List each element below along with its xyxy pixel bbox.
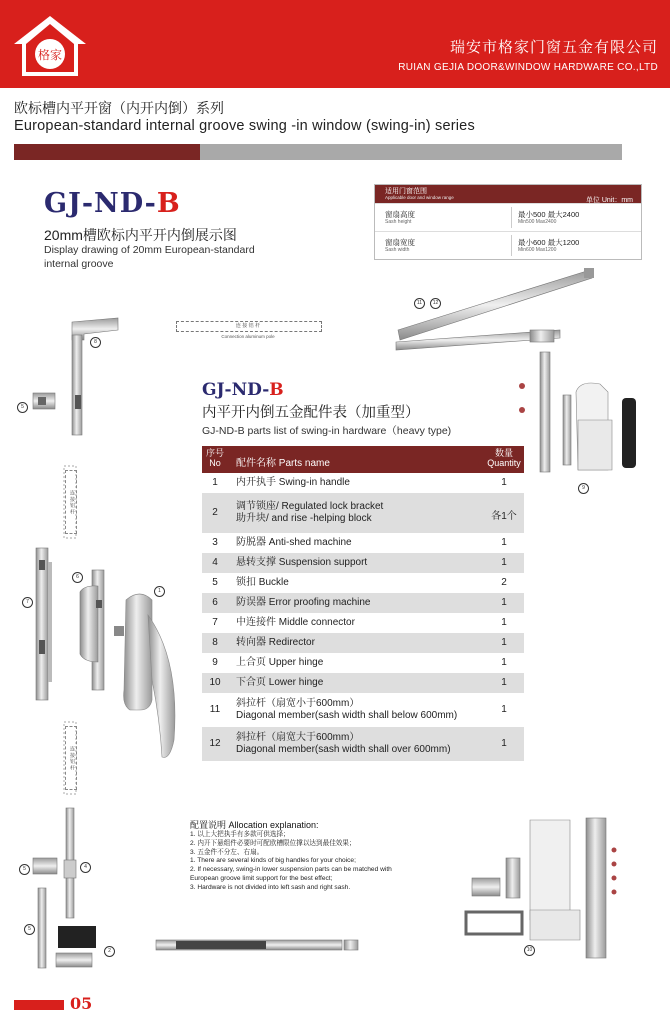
company-name-cn: 瑞安市格家门窗五金有限公司 [449,39,658,56]
suspension-support-illustration [33,808,96,968]
part-number: 4 [212,557,218,568]
part-name: 斜拉杆（扇宽小于600mm） Diagonal member(sash width shall below 600mm) [236,698,458,721]
parts-table-row [202,693,524,727]
part-name: 上合页 Upper hinge [236,657,324,668]
parts-table-row [202,493,524,533]
parts-table-row [202,653,524,673]
part-number: 5 [212,577,218,588]
allocation-line: 3. 五金件不分左、右扇。 [190,848,264,856]
part-name: 斜拉杆（扇宽大于600mm） Diagonal member(sash width shall over 600mm) [236,732,451,755]
series-title-en: European-standard internal groove swing -in window (swing-in) series [14,118,475,134]
connection-pole-label-cn: 连 接 铝 杆 [235,323,261,329]
callout-5: 5 [17,402,28,413]
part-quantity: 1 [501,704,507,715]
callout-11: 11 [414,298,425,309]
display-title-en: Display drawing of 20mm European-standard internal groove [44,244,255,270]
part-quantity: 各1个 [491,511,517,522]
part-name: 防脱器 Anti-shed machine [236,537,352,548]
parts-table-row [202,727,524,761]
parts-title-en: GJ-ND-B parts list of swing-in hardware（heavy type) [202,425,452,437]
callout-5-bottom: 5 [19,864,30,875]
part-number: 2 [212,507,218,518]
swing-in-handle-illustration [114,594,175,757]
allocation-line: 1. 以上大把执手有多款可供选择； [190,831,290,838]
parts-title-cn: 内平开内倒五金配件表（加重型） [202,405,420,421]
parts-table-header [202,446,524,473]
col-no-en: No [209,458,221,468]
callout-3: 5 [24,924,35,935]
part-number: 3 [212,537,218,548]
range-value-cn: 最小500 最大2400 [518,210,580,219]
connection-pole-vertical-label: 连 接 铝 杆 [65,726,77,790]
col-no-cn: 序号 [205,448,224,458]
connecting-rod-illustration [156,940,358,950]
range-title-en: Applicable door and window range [385,195,454,200]
range-value-en: Min600 Max1200 [518,247,557,253]
parts-table [202,446,524,761]
callout-12: 12 [430,298,441,309]
callout-6: 6 [72,572,83,583]
parts-table-row [202,473,524,493]
range-value-cn: 最小600 最大1200 [518,238,580,247]
allocation-title: 配置说明 Allocation explanation: [190,820,319,830]
parts-table-row [202,533,524,553]
range-value-en: Min500 Max2400 [518,219,557,225]
part-number: 6 [212,597,218,608]
part-quantity: 1 [501,557,507,568]
callout-2: 2 [104,946,115,957]
part-number: 1 [212,477,218,488]
footer-bar [14,1000,64,1010]
connection-pole-label-en: Connection aluminum pole [221,334,275,339]
allocation-explanation [190,818,460,893]
display-title-cn: 20mm槽欧标内平开内倒展示图 [44,227,237,243]
part-quantity: 1 [501,657,507,668]
range-title-cn: 适用门窗范围 [385,188,427,195]
range-label-cn: 窗扇高度 [385,210,415,219]
part-quantity: 1 [501,637,507,648]
part-number: 11 [209,704,221,715]
part-name: 调节锁座/ Regulated lock bracket 助升块/ and rise -helping block [236,501,384,524]
part-number: 12 [209,738,221,749]
allocation-line: European groove limit support for the best effect; [190,874,333,882]
part-name: 防误器 Error proofing machine [236,597,371,608]
range-label-en: Sash width [385,247,410,253]
parts-table-row [202,553,524,573]
logo-text: 格家 [37,48,63,62]
buckle-illustration [33,393,55,409]
part-quantity: 1 [501,738,507,749]
parts-table-row [202,633,524,653]
callout-9: 9 [578,483,589,494]
range-label-cn: 窗扇宽度 [385,238,415,247]
page-number: 05 [70,994,93,1013]
parts-table-row [202,593,524,613]
part-name: 转向器 Redirector [236,637,315,648]
range-label-en: Sash height [385,219,412,225]
callout-8: 8 [90,337,101,348]
col-qty-cn: 数量 [494,448,513,458]
parts-table-row [202,673,524,693]
col-qty-en: Quantity [487,458,521,468]
middle-connector-illustration [36,548,52,700]
part-quantity: 1 [501,537,507,548]
col-name: 配件名称 Parts name [236,458,330,469]
upper-hinge-illustration [519,352,636,472]
parts-table-row [202,573,524,593]
part-name: 悬转支撑 Suspension support [236,557,368,568]
part-name: 锁扣 Buckle [236,577,289,588]
parts-model: GJ-ND-B [202,380,284,400]
product-model: GJ-ND-B [44,188,181,219]
diagonal-member-illustration [396,268,594,350]
callout-10: 10 [524,945,535,956]
connection-pole-vertical-label: 连 接 铝 杆 [65,470,77,534]
part-name: 下合页 Lower hinge [236,677,324,688]
range-unit: 单位 Unit：mm [585,197,633,204]
series-title-cn: 欧标槽内平开窗（内开内倒）系列 [14,100,224,116]
part-name: 中连接件 Middle connector [236,617,355,628]
part-quantity: 2 [501,577,507,588]
parts-table-row [202,613,524,633]
redirector-illustration [72,318,118,435]
part-quantity: 1 [501,597,507,608]
part-quantity: 1 [501,677,507,688]
part-number: 8 [212,637,218,648]
part-quantity: 1 [501,477,507,488]
callout-4: 4 [80,862,91,873]
part-name: 内开执手 Swing-in handle [236,477,350,488]
error-proofing-illustration [80,570,104,690]
part-number: 10 [209,677,221,688]
lower-hinge-illustration [466,818,617,958]
part-number: 7 [212,617,218,628]
company-name-en: RUIAN GEJIA DOOR&WINDOW HARDWARE CO.,LTD [398,62,658,73]
callout-7: 7 [22,597,33,608]
callout-1: 1 [154,586,165,597]
allocation-line: 2. 内开下悬组件必要时可配欧槽限位撑以达到最佳效果； [190,839,356,847]
allocation-line: 3. Hardware is not divided into left sash and right sash. [190,883,351,891]
part-quantity: 1 [501,617,507,628]
allocation-line: 2. If necessary, swing-in lower suspension parts can be matched with [190,866,392,874]
part-number: 9 [212,657,218,668]
allocation-line: 1. There are several kinds of big handles for your choice; [190,857,356,865]
parts-table-body [202,473,524,761]
